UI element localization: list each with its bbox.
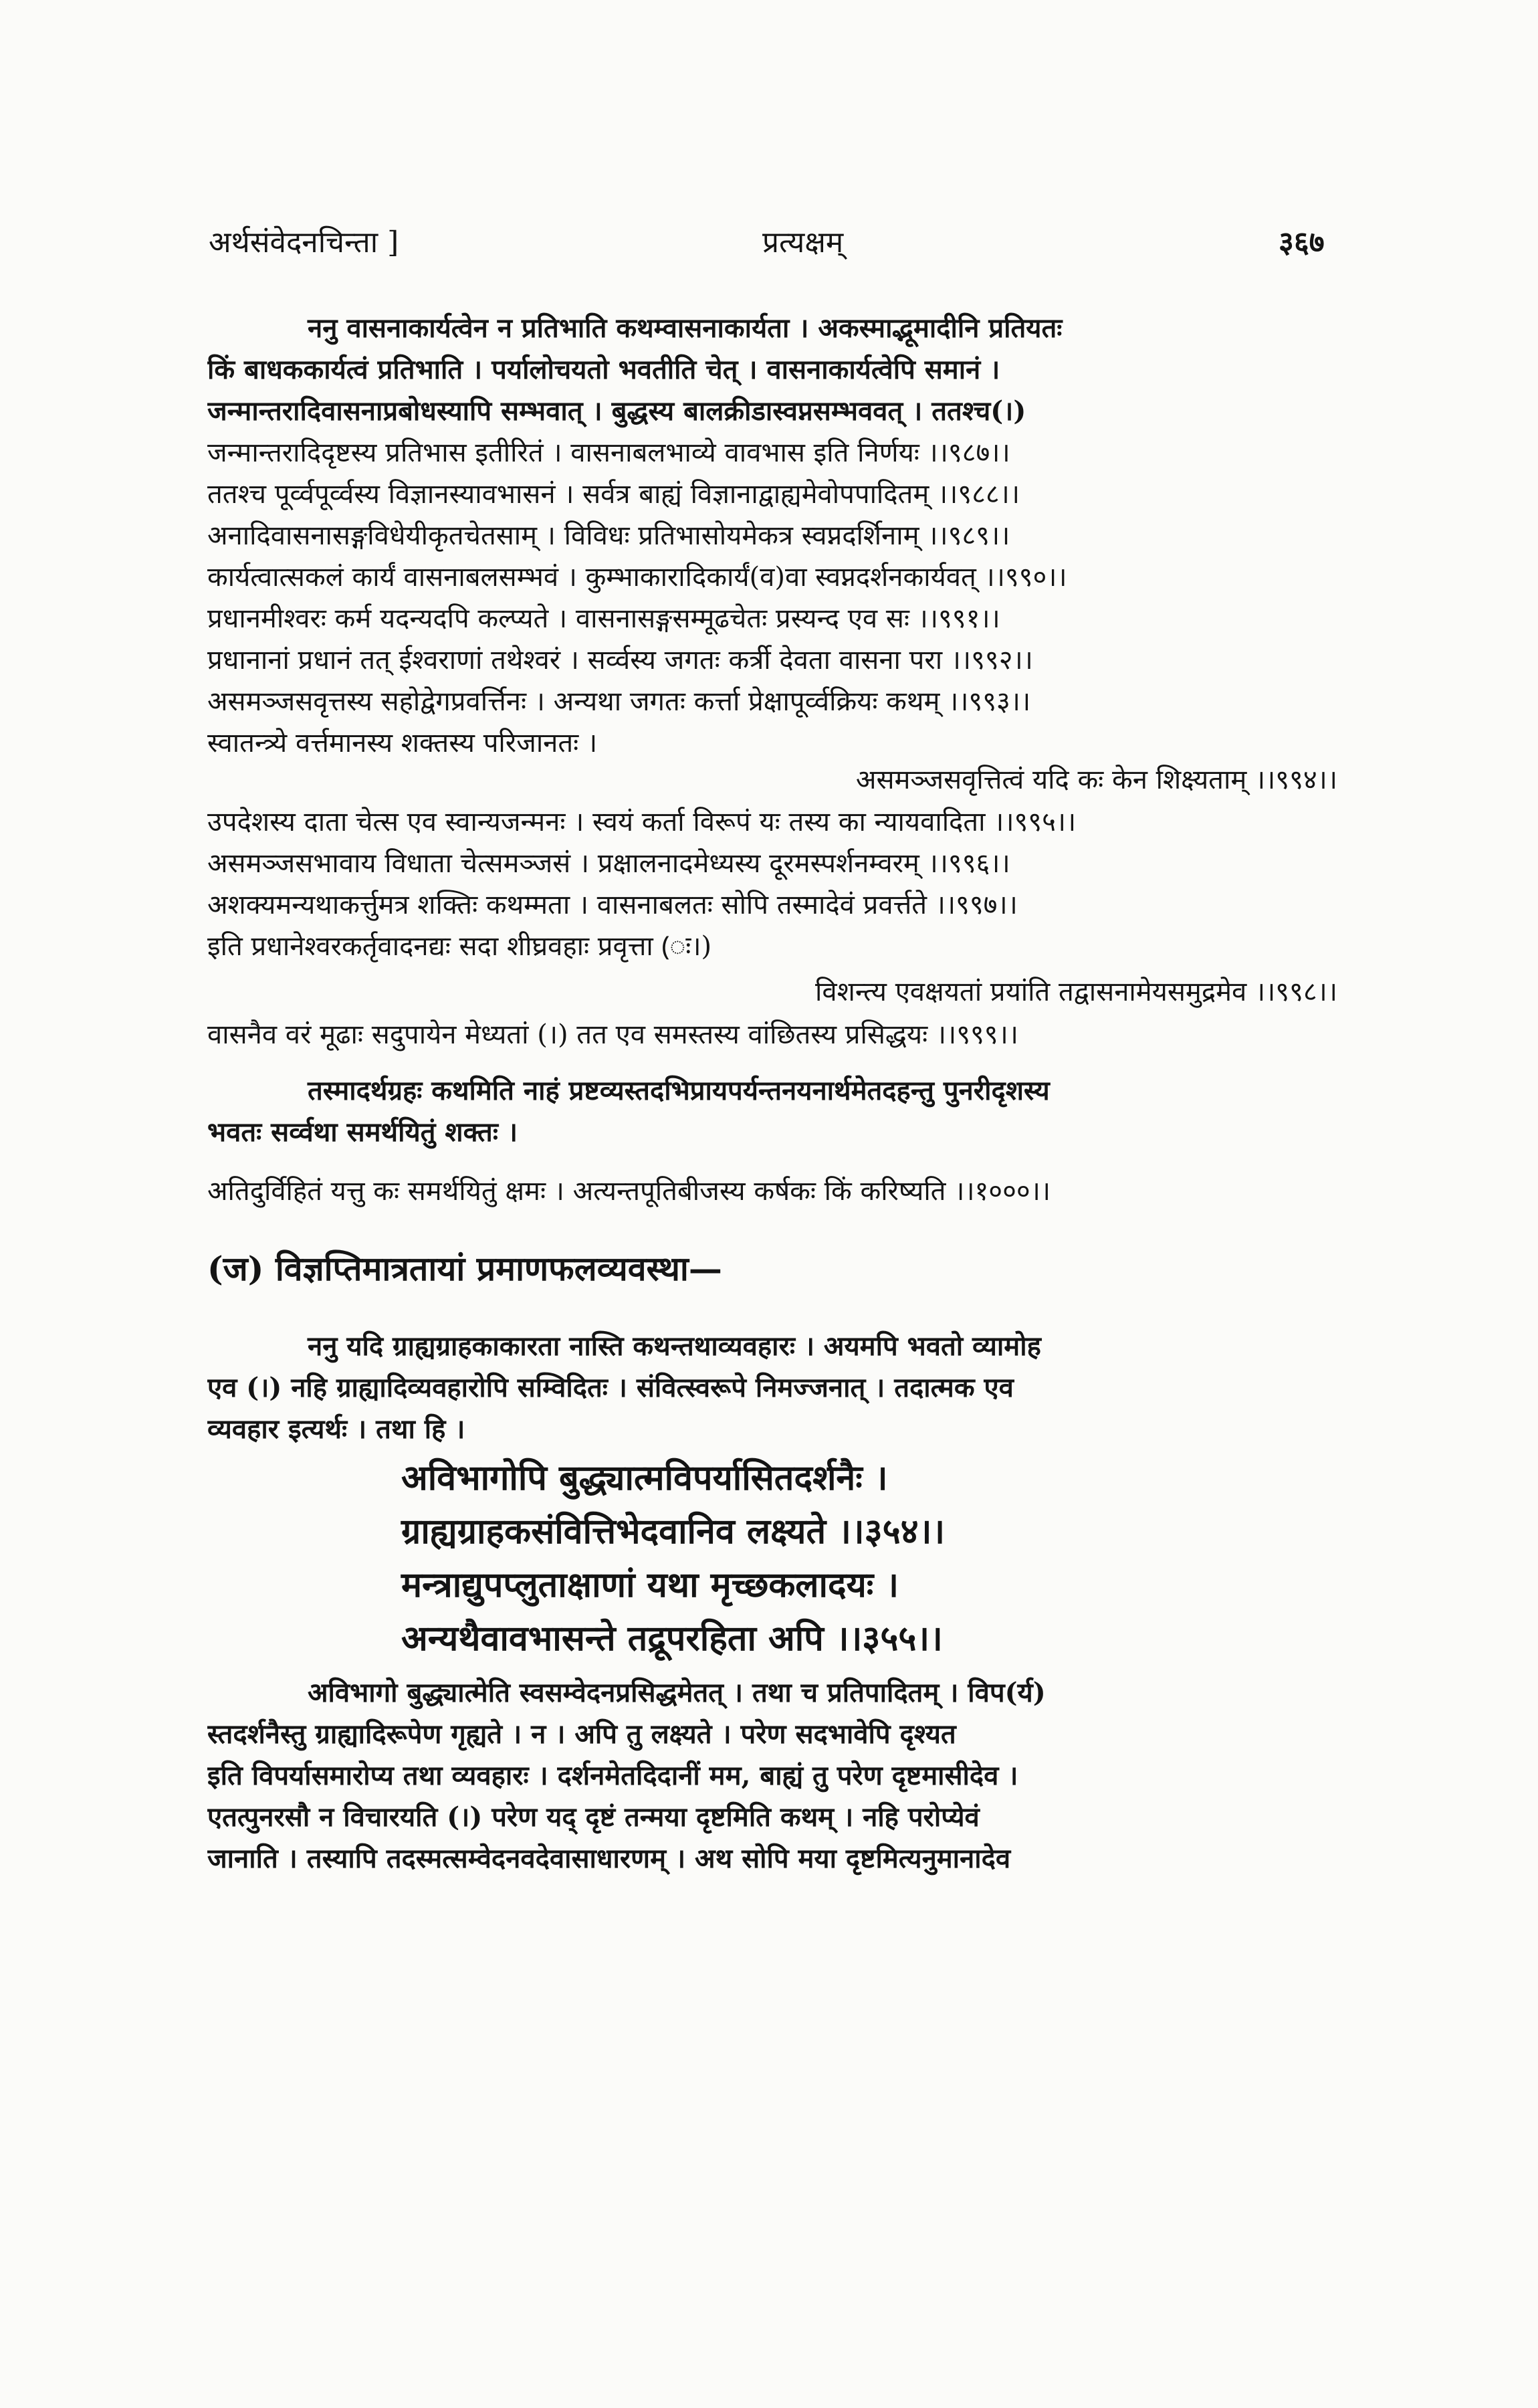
prose-line: भवतः सर्व्वथा समर्थयितुं शक्तः । [207,1116,518,1148]
prose-line: इति विपर्यासमारोप्य तथा व्यवहारः । दर्शनमेतदिदानीं मम, बाह्यं तु परेण दृष्टमासीदेव । [207,1760,1018,1791]
mula-verse-block [207,1451,1337,1666]
verse-999 [207,1014,1337,1056]
mula-verse-line: अन्यथैवावभासन्ते तद्रूपरहिता अपि ।।३५५।। [401,1618,943,1659]
verse-line: अशक्यमन्यथाकर्त्तुमत्र शक्तिः कथम्मता । वासनाबलतः सोपि तस्मादेवं प्रवर्त्तते ।।९९७।। [207,890,1018,920]
verse-line: अनादिवासनासङ्गविधेयीकृतचेतसाम् । विविधः प्रतिभासोयमेकत्र स्वप्नदर्शिनाम् ।।९८९।। [207,520,1010,551]
prose-line: ननु यदि ग्राह्यग्राहकाकारता नास्ति कथन्तथाव्यवहारः । अयमपि भवतो व्यामोह [308,1330,1041,1362]
verse-block-2 [207,801,1337,967]
prose-line: तस्मादर्थग्रहः कथमिति नाहं प्रष्टव्यस्तदभिप्रायपर्यन्तनयनार्थमेतदहन्तु पुनरीदृशस्य [308,1075,1050,1106]
prose-line: ननु वासनाकार्यत्वेन न प्रतिभाति कथम्वासनाकार्यता । अकस्माद्भूमादीनि प्रतियतः [308,312,1063,344]
prose-line: जन्मान्तरादिवासनाप्रबोधस्यापि सम्भवात् । बुद्धस्य बालक्रीडास्वप्नसम्भववत् । ततश्च(।) [207,395,1026,427]
verse-line: इति प्रधानेश्वरकर्तृवादनद्यः सदा शीघ्रवहाः प्रवृत्ता (ः।) [207,931,712,962]
prose-paragraph-2 [207,1070,1337,1153]
prose-paragraph-1 [207,308,1337,432]
prose-line: किं बाधककार्यत्वं प्रतिभाति । पर्यालोचयतो भवतीति चेत् । वासनाकार्यत्वेपि समानं । [207,354,1000,385]
prose-line: जानाति । तस्यापि तदस्मत्सम्वेदनवदेवासाधारणम् । अथ सोपि मया दृष्टमित्यनुमानादेव [207,1843,1011,1874]
verse-1000 [207,1171,1337,1212]
verse-line: असमञ्जसवृत्तस्य सहोद्वेगप्रवर्त्तिनः । अन्यथा जगतः कर्त्ता प्रेक्षापूर्व्वक्रियः कथम् ।।९९३।। [207,686,1031,717]
prose-paragraph-3 [207,1326,1337,1450]
verse-line: जन्मान्तरादिदृष्टस्य प्रतिभास इतीरितं । वासनाबलभाव्ये वावभास इति निर्णयः ।।९८७।। [207,437,1010,468]
verse-line: वासनैव वरं मूढाः सदुपायेन मेध्यतां (।) तत एव समस्तस्य वांछितस्य प्रसिद्धयः ।।९९९।। [207,1019,1018,1050]
mula-verse-line: ग्राह्यग्राहकसंवित्तिभेदवानिव लक्ष्यते ।।३५४।। [401,1511,946,1552]
prose-paragraph-4 [207,1672,1337,1880]
prose-line: एव (।) नहि ग्राह्यादिव्यवहारोपि सम्विदितः । संवित्स्वरूपे निमज्जनात् । तदात्मक एव [207,1372,1014,1403]
prose-line: व्यवहार इत्यर्थः । तथा हि । [207,1413,465,1445]
verse-line: प्रधानमीश्वरः कर्म यदन्यदपि कल्प्यते । वासनासङ्गसम्मूढचेतः प्रस्यन्द एव सः ।।९९१।। [207,603,1000,634]
prose-line: स्तदर्शनैस्तु ग्राह्यादिरूपेण गृह्यते । न । अपि तु लक्ष्यते । परेण सदभावेपि दृश्यत [207,1718,956,1750]
prose-line: एतत्पुनरसौ न विचारयति (।) परेण यद् दृष्टं तन्मया दृष्टमिति कथम् । नहि परोप्येवं [207,1801,980,1833]
running-head-left: अर्थसंवेदनचिन्ता ] [209,225,399,260]
section-heading: (ज) विज्ञप्तिमात्रतायां प्रमाणफलव्यवस्था— [207,1249,722,1288]
verse-998 [207,971,1337,1013]
running-head-center: प्रत्यक्षम् [762,225,844,260]
page-number: ३६७ [1279,225,1325,260]
verse-line: असमञ्जसभावाय विधाता चेत्समञ्जसं । प्रक्षालनादमेध्यस्य दूरमस्पर्शनम्वरम् ।।९९६।। [207,848,1010,879]
verse-994 [207,759,1337,801]
mula-verse-line: अविभागोपि बुद्ध्यात्मविपर्यासितदर्शनैः । [401,1458,888,1498]
verse-line: असमञ्जसवृत्तित्वं यदि कः केन शिक्ष्यताम् ।।९९४।। [855,765,1337,795]
verse-line: ततश्च पूर्व्वपूर्व्वस्य विज्ञानस्यावभासनं । सर्वत्र बाह्यं विज्ञानाद्वाह्यमेवोपपादितम् ।।९८८।। [207,479,1020,510]
mula-verse-line: मन्त्राद्युपप्लुताक्षाणां यथा मृच्छकलादयः । [401,1565,899,1605]
verse-line: स्वातन्त्र्ये वर्त्तमानस्य शक्तस्य परिजानतः । [207,728,598,759]
verse-line: कार्यत्वात्सकलं कार्यं वासनाबलसम्भवं । कुम्भाकारादिकार्यं(व)वा स्वप्नदर्शनकार्यवत् ।।९९०।। [207,562,1067,593]
verse-line: अतिदुर्विहितं यत्तु कः समर्थयितुं क्षमः । अत्यन्तपूतिबीजस्य कर्षकः किं करिष्यति ।।१०००।। [207,1176,1051,1207]
verse-line: उपदेशस्य दाता चेत्स एव स्वान्यजन्मनः । स्वयं कर्ता विरूपं यः तस्य का न्यायवादिता ।।९९५।। [207,807,1077,837]
verse-line: प्रधानानां प्रधानं तत् ईश्वराणां तथेश्वरं । सर्व्वस्य जगतः कर्त्री देवता वासना परा ।।९९२।। [207,645,1033,676]
verse-line: विशन्त्य एवक्षयतां प्रयांति तद्वासनामेयसमुद्रमेव ।।९९८।। [815,977,1337,1007]
prose-line: अविभागो बुद्ध्यात्मेति स्वसम्वेदनप्रसिद्धमेतत् । तथा च प्रतिपादितम् । विप(र्य) [308,1677,1046,1708]
verse-block-1 [207,432,1337,764]
